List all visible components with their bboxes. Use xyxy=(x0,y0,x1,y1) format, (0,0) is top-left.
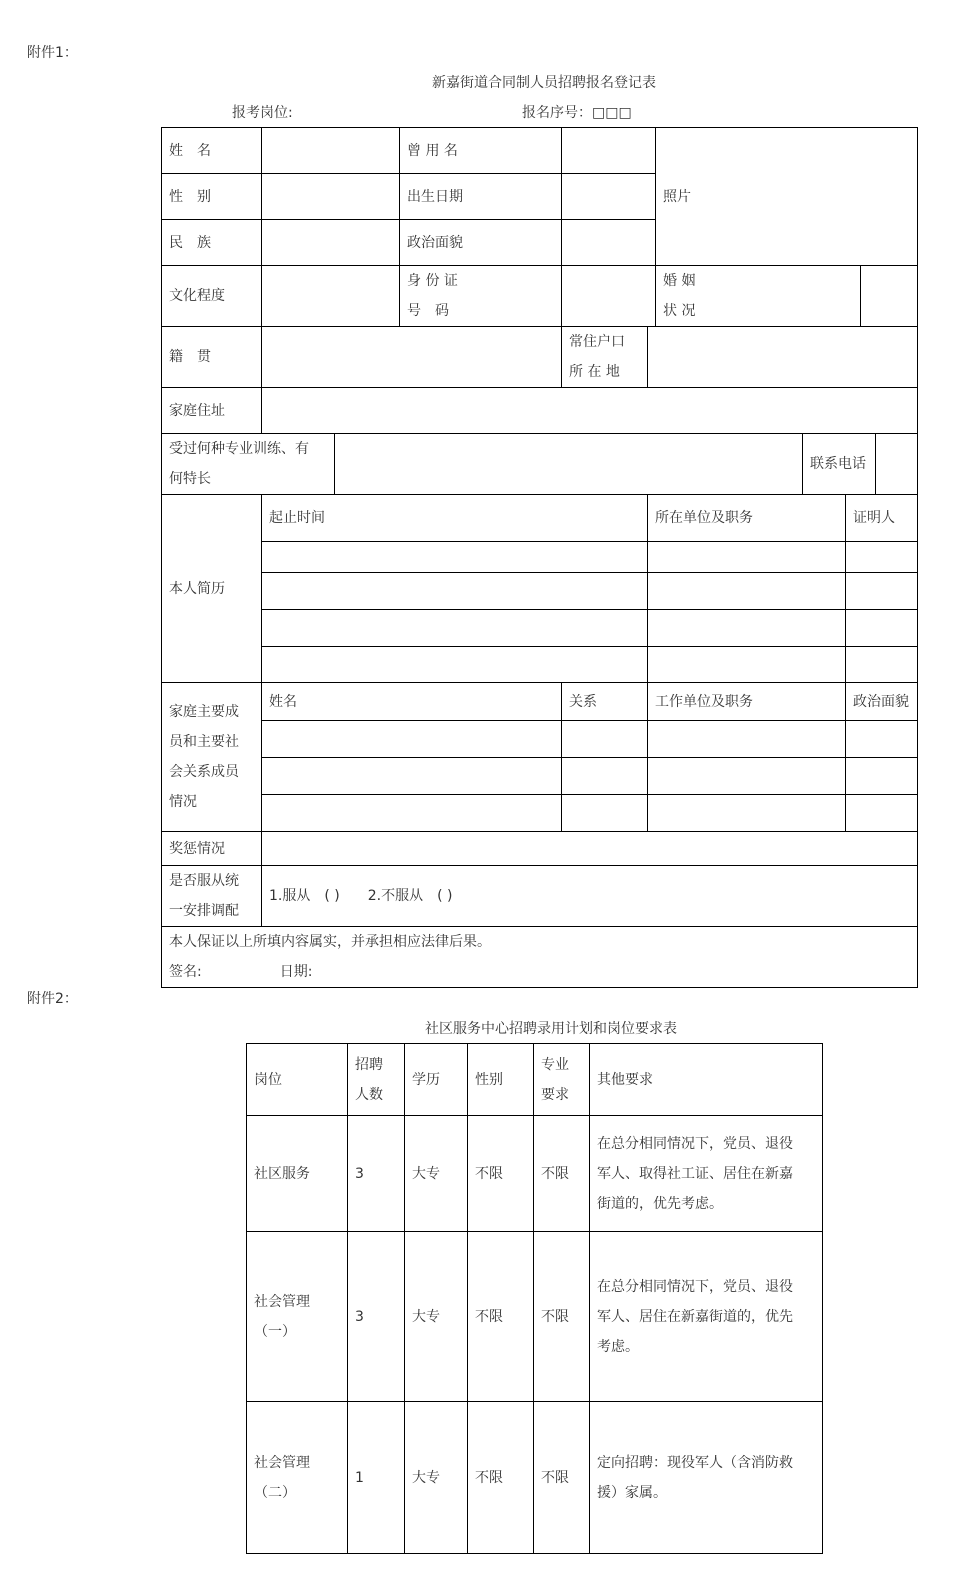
other-line: 街道的，优先考虑。 xyxy=(597,1195,723,1212)
count-cell: 1 xyxy=(348,1402,405,1554)
table-row xyxy=(247,1116,823,1232)
marital-status-field[interactable] xyxy=(861,266,918,327)
hukou-label-line: 所 在 地 xyxy=(569,364,620,380)
header-gender: 性别 xyxy=(468,1044,534,1116)
header-count xyxy=(348,1044,405,1116)
obey-label-line: 是否服从统 xyxy=(169,873,239,889)
awards-label: 奖惩情况 xyxy=(162,832,262,866)
marital-label-line: 状 况 xyxy=(663,303,696,319)
gender-field[interactable] xyxy=(262,174,400,220)
marital-status-label xyxy=(656,266,861,327)
resume-cell[interactable] xyxy=(648,542,846,573)
pledge-cell xyxy=(162,927,918,988)
political-status-field[interactable] xyxy=(562,220,656,266)
family-cell[interactable] xyxy=(562,721,648,758)
education-cell: 大专 xyxy=(405,1232,468,1402)
signature-label: 签名: xyxy=(169,964,202,980)
family-members-label xyxy=(162,683,262,832)
former-name-field[interactable] xyxy=(562,128,656,174)
table-row xyxy=(247,1402,823,1554)
native-place-field[interactable] xyxy=(262,327,562,388)
political-status-label: 政治面貌 xyxy=(400,220,562,266)
resume-label: 本人简历 xyxy=(162,495,262,683)
awards-field[interactable] xyxy=(262,832,918,866)
header-major-line: 要求 xyxy=(541,1086,569,1103)
family-cell[interactable] xyxy=(648,721,846,758)
name-label: 姓 名 xyxy=(162,128,262,174)
family-label-line: 员和主要社 xyxy=(169,734,239,750)
photo-box[interactable]: 照片 xyxy=(656,128,918,266)
former-name-label: 曾 用 名 xyxy=(400,128,562,174)
resume-cell[interactable] xyxy=(262,610,648,647)
id-label-line: 身 份 证 xyxy=(407,273,458,289)
family-header-employer: 工作单位及职务 xyxy=(648,683,846,721)
post-line: 社区服务 xyxy=(254,1165,310,1182)
table-row xyxy=(247,1232,823,1402)
other-cell xyxy=(590,1232,823,1402)
post-line: 社会管理 xyxy=(254,1293,310,1310)
major-cell: 不限 xyxy=(534,1232,590,1402)
education-label: 文化程度 xyxy=(162,266,262,327)
family-label-line: 情况 xyxy=(169,794,197,810)
other-cell xyxy=(590,1116,823,1232)
registration-form-table xyxy=(161,127,918,988)
family-cell[interactable] xyxy=(262,758,562,795)
signature-line xyxy=(169,957,910,987)
post-line: （二） xyxy=(254,1484,296,1501)
form-title: 新嘉街道合同制人员招聘报名登记表 xyxy=(432,75,656,91)
other-line: 军人、取得社工证、居住在新嘉 xyxy=(597,1165,793,1182)
post-line: 社会管理 xyxy=(254,1454,310,1471)
other-line: 在总分相同情况下，党员、退役 xyxy=(597,1278,793,1295)
ethnicity-label: 民 族 xyxy=(162,220,262,266)
home-address-field[interactable] xyxy=(262,388,918,434)
hukou-label xyxy=(562,327,648,388)
ethnicity-field[interactable] xyxy=(262,220,400,266)
pledge-text: 本人保证以上所填内容属实，并承担相应法律后果。 xyxy=(169,934,491,950)
id-number-field[interactable] xyxy=(562,266,656,327)
header-education: 学历 xyxy=(405,1044,468,1116)
native-place-label: 籍 贯 xyxy=(162,327,262,388)
resume-cell[interactable] xyxy=(846,542,918,573)
obey-label-line: 一安排调配 xyxy=(169,903,239,919)
attachment-2-label: 附件2： xyxy=(27,991,78,1007)
other-line: 援）家属。 xyxy=(597,1484,667,1501)
phone-field[interactable] xyxy=(876,434,918,495)
other-line: 考虑。 xyxy=(597,1338,639,1355)
resume-cell[interactable] xyxy=(262,542,648,573)
other-line: 军人、居住在新嘉街道的，优先 xyxy=(597,1308,793,1325)
family-label-line: 家庭主要成 xyxy=(169,704,239,720)
family-label-line: 会关系成员 xyxy=(169,764,239,780)
training-label-line: 何特长 xyxy=(169,471,211,487)
obey-assignment-label xyxy=(162,866,262,927)
count-cell: 3 xyxy=(348,1116,405,1232)
resume-header-employer: 所在单位及职务 xyxy=(648,495,846,542)
id-label-line: 号 码 xyxy=(407,303,449,319)
birth-date-field[interactable] xyxy=(562,174,656,220)
family-header-relation: 关系 xyxy=(562,683,648,721)
header-count-line: 人数 xyxy=(355,1086,383,1103)
education-field[interactable] xyxy=(262,266,400,327)
education-cell: 大专 xyxy=(405,1402,468,1554)
family-cell[interactable] xyxy=(562,795,648,832)
education-cell: 大专 xyxy=(405,1116,468,1232)
header-major xyxy=(534,1044,590,1116)
family-header-political: 政治面貌 xyxy=(846,683,918,721)
training-label-line: 受过何种专业训练、有 xyxy=(169,441,309,457)
header-count-line: 招聘 xyxy=(355,1056,383,1073)
gender-cell: 不限 xyxy=(468,1116,534,1232)
family-cell[interactable] xyxy=(262,795,562,832)
plan-title: 社区服务中心招聘录用计划和岗位要求表 xyxy=(425,1021,677,1037)
hukou-field[interactable] xyxy=(648,327,918,388)
resume-cell[interactable] xyxy=(846,573,918,610)
family-cell[interactable] xyxy=(846,721,918,758)
family-cell[interactable] xyxy=(846,758,918,795)
header-post: 岗位 xyxy=(247,1044,348,1116)
resume-cell[interactable] xyxy=(648,573,846,610)
major-cell: 不限 xyxy=(534,1402,590,1554)
post-cell xyxy=(247,1116,348,1232)
gender-label: 性 别 xyxy=(162,174,262,220)
marital-label-line: 婚 姻 xyxy=(663,273,696,289)
post-cell xyxy=(247,1232,348,1402)
major-cell: 不限 xyxy=(534,1116,590,1232)
gender-cell: 不限 xyxy=(468,1232,534,1402)
other-line: 定向招聘：现役军人（含消防救 xyxy=(597,1454,793,1471)
family-cell[interactable] xyxy=(648,758,846,795)
family-cell[interactable] xyxy=(262,721,562,758)
birth-date-label: 出生日期 xyxy=(400,174,562,220)
resume-cell[interactable] xyxy=(846,610,918,647)
gender-cell: 不限 xyxy=(468,1402,534,1554)
resume-cell[interactable] xyxy=(262,647,648,683)
training-label xyxy=(162,434,335,495)
resume-cell[interactable] xyxy=(846,647,918,683)
family-cell[interactable] xyxy=(648,795,846,832)
recruitment-plan-table xyxy=(246,1043,823,1554)
obey-assignment-options[interactable]: 1.服从 ( ) 2.不服从 ( ) xyxy=(262,866,918,927)
family-cell[interactable] xyxy=(846,795,918,832)
home-address-label: 家庭住址 xyxy=(162,388,262,434)
family-cell[interactable] xyxy=(562,758,648,795)
id-number-label xyxy=(400,266,562,327)
resume-header-period: 起止时间 xyxy=(262,495,648,542)
resume-cell[interactable] xyxy=(262,573,648,610)
phone-label: 联系电话 xyxy=(803,434,876,495)
training-field[interactable] xyxy=(335,434,803,495)
position-label: 报考岗位: xyxy=(232,105,293,121)
other-line: 在总分相同情况下，党员、退役 xyxy=(597,1135,793,1152)
post-cell xyxy=(247,1402,348,1554)
hukou-label-line: 常住户口 xyxy=(569,334,625,350)
post-line: （一） xyxy=(254,1323,296,1340)
resume-cell[interactable] xyxy=(648,647,846,683)
name-field[interactable] xyxy=(262,128,400,174)
other-cell xyxy=(590,1402,823,1554)
resume-header-referee: 证明人 xyxy=(846,495,918,542)
date-label: 日期: xyxy=(279,964,313,980)
attachment-1-label: 附件1： xyxy=(27,45,78,61)
header-major-line: 专业 xyxy=(541,1056,569,1073)
count-cell: 3 xyxy=(348,1232,405,1402)
serial-number-label: 报名序号：□□□ xyxy=(522,105,632,121)
resume-cell[interactable] xyxy=(648,610,846,647)
family-header-name: 姓名 xyxy=(262,683,562,721)
header-other: 其他要求 xyxy=(590,1044,823,1116)
